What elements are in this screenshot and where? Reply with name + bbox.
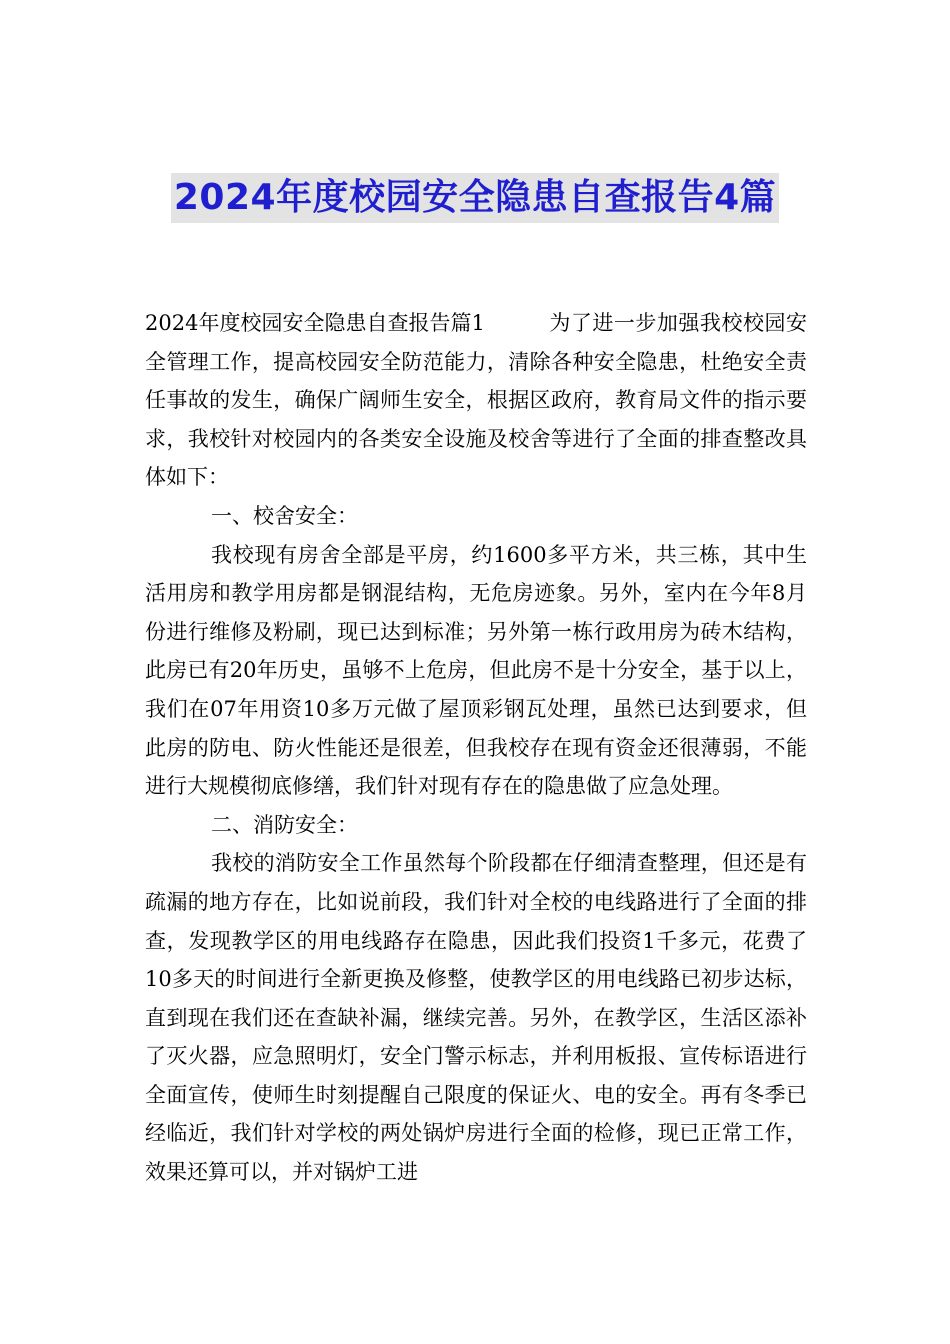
paragraph-fire-safety: 我校的消防安全工作虽然每个阶段都在仔细清查整理，但还是有疏漏的地方存在，比如说前段，我们针对全校的电线路进行了全面的排查，发现教学区的用电线路存在隐患，因此我们投资1千多元，花费了10多天的时间进行全新更换及修整，使教学区的用电线路已初步达标，直到现在我们还在查缺补漏，继续完善。另外，在教学区，生活区添补了灭火器，应急照明灯，安全门警示标志，并利用板报、宣传标语进行全面宣传，使师生时刻提醒自己限度的保证火、电的安全。再有冬季已经临近，我们针对学校的两处锅炉房进行全面的检修，现已正常工作，效果还算可以，并对锅炉工进 (145, 851, 807, 1185)
document-title: 2024年度校园安全隐患自查报告4篇 (171, 173, 779, 223)
section-heading-1: 2024年度校园安全隐患自查报告篇1 (145, 311, 485, 335)
section-heading-dorm: 一、校舍安全： (211, 503, 358, 528)
title-container (0, 173, 950, 223)
paragraph-intro-text: 为了进一步加强我校校园安全管理工作，提高校园安全防范能力，清除各种安全隐患，杜绝安全责任事故的发生，确保广阔师生安全，根据区政府，教育局文件的指示要求，我校针对校园内的各类安全设施及校舍等进行了全面的排查整改具体如下： (145, 311, 807, 490)
section-heading-fire: 二、消防安全： (211, 812, 358, 837)
paragraph-dorm-safety: 我校现有房舍全部是平房，约1600多平方米，共三栋，其中生活用房和教学用房都是钢混结构，无危房迹象。另外，室内在今年8月份进行维修及粉刷，现已达到标准；另外第一栋行政用房为砖木结构，此房已有20年历史，虽够不上危房，但此房不是十分安全，基于以上，我们在07年用资10多万元做了屋顶彩钢瓦处理，虽然已达到要求，但此房的防电、防火性能还是很差，但我校存在现有资金还很薄弱，不能进行大规模彻底修缮，我们针对现有存在的隐患做了应急处理。 (145, 542, 807, 799)
paragraph-intro (145, 304, 807, 497)
document-body (145, 304, 807, 1192)
